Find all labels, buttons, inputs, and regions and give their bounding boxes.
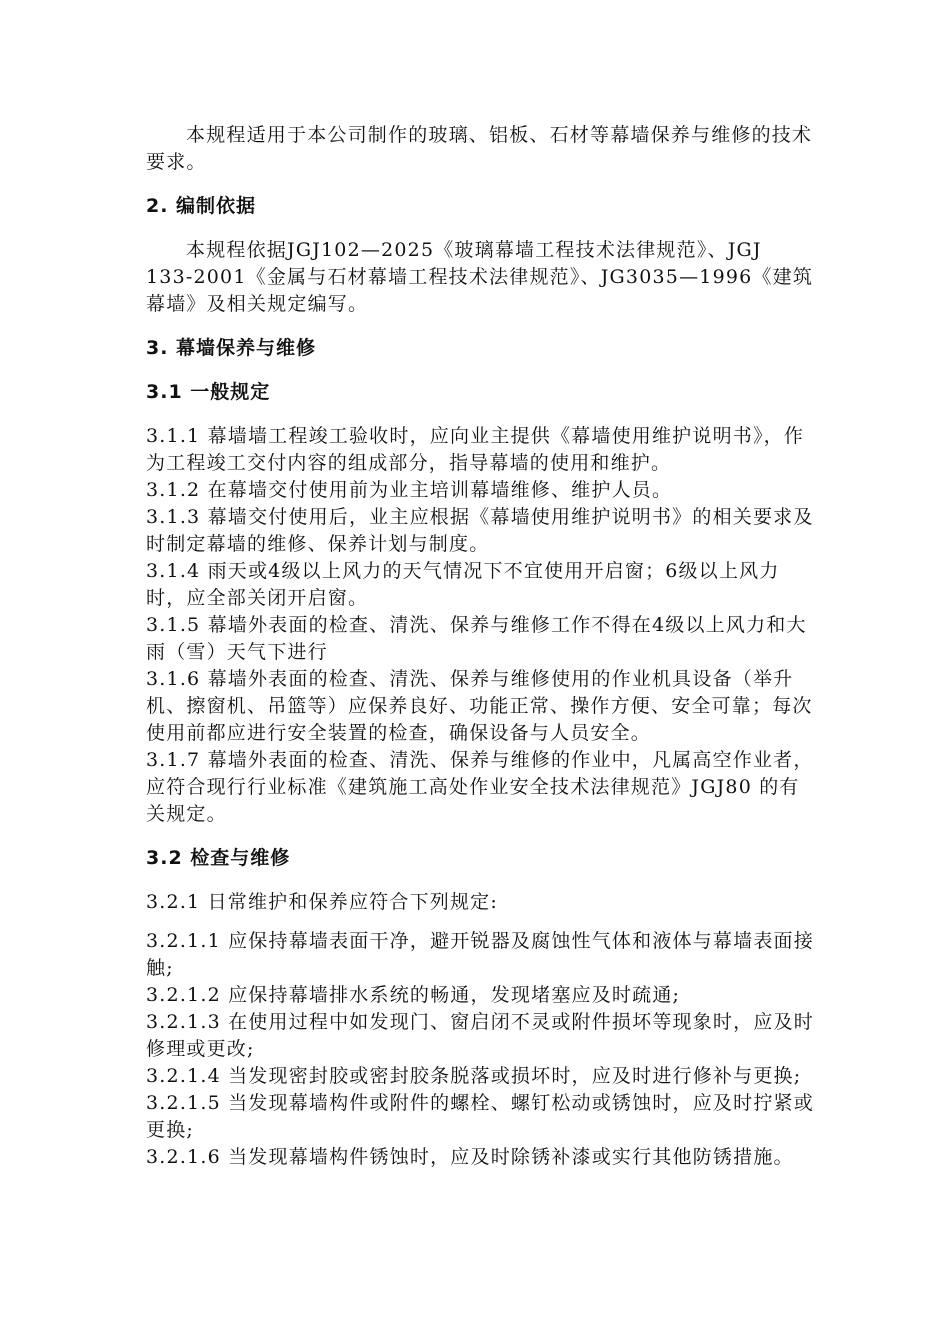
clause-3-1-3: 3.1.3 幕墙交付使用后，业主应根据《幕墙使用维护说明书》的相关要求及时制定幕墙的维修、保养计划与制度。 — [146, 506, 814, 555]
clause-3-2-1: 3.2.1 日常维护和保养应符合下列规定: — [146, 891, 498, 913]
section-2-heading: 2. 编制依据 — [146, 195, 257, 217]
section-3-heading: 3. 幕墙保养与维修 — [146, 337, 317, 359]
clause-3-2-1-2: 3.2.1.2 应保持幕墙排水系统的畅通，发现堵塞应及时疏通; — [146, 984, 681, 1006]
clause-3-1-1: 3.1.1 幕墙墙工程竣工验收时，应向业主提供《幕墙使用维护说明书》，作为工程竣工交付内容的组成部分，指导幕墙的使用和维护。 — [146, 425, 805, 474]
clause-3-2-1-3: 3.2.1.3 在使用过程中如发现门、窗启闭不灵或附件损坏等现象时，应及时修理或更改; — [146, 1011, 814, 1060]
clause-3-2-1-6: 3.2.1.6 当发现幕墙构件锈蚀时，应及时除锈补漆或实行其他防锈措施。 — [146, 1146, 794, 1168]
document-page — [146, 122, 816, 1171]
section-3-1-heading: 3.1 一般规定 — [146, 381, 271, 403]
clause-3-2-1-1: 3.2.1.1 应保持幕墙表面干净，避开锐器及腐蚀性气体和液体与幕墙表面接触; — [146, 930, 814, 979]
clause-3-1-4: 3.1.4 雨天或4级以上风力的天气情况下不宜使用开启窗；6级以上风力时，应全部关闭开启窗。 — [146, 560, 780, 609]
section-3-2-heading: 3.2 检查与维修 — [146, 847, 291, 869]
clause-3-1-5: 3.1.5 幕墙外表面的检查、清洗、保养与维修工作不得在4级以上风力和大雨（雪）天气下进行 — [146, 614, 807, 663]
clause-3-2-1-5: 3.2.1.5 当发现幕墙构件或附件的螺栓、螺钉松动或锈蚀时，应及时拧紧或更换; — [146, 1092, 814, 1141]
intro-paragraph: 本规程适用于本公司制作的玻璃、铝板、石材等幕墙保养与维修的技术要求。 — [146, 124, 813, 173]
section-2-paragraph: 本规程依据JGJ102—2025《玻璃幕墙工程技术法律规范》、JGJ 133-2001《金属与石材幕墙工程技术法律规范》、JG3035—1996《建筑幕墙》及相关规定编写。 — [146, 239, 814, 315]
clause-3-1-2: 3.1.2 在幕墙交付使用前为业主培训幕墙维修、维护人员。 — [146, 479, 673, 501]
clause-3-1-6: 3.1.6 幕墙外表面的检查、清洗、保养与维修使用的作业机具设备（举升机、擦窗机、吊篮等）应保养良好、功能正常、操作方便、安全可靠；每次使用前都应进行安全装置的检查，确保设备与人员安全。 — [146, 668, 813, 744]
clause-3-2-1-4: 3.2.1.4 当发现密封胶或密封胶条脱落或损坏时，应及时进行修补与更换; — [146, 1065, 802, 1087]
clause-3-1-7: 3.1.7 幕墙外表面的检查、清洗、保养与维修的作业中，凡属高空作业者，应符合现行行业标准《建筑施工高处作业安全技术法律规范》JGJ80 的有关规定。 — [146, 749, 814, 825]
